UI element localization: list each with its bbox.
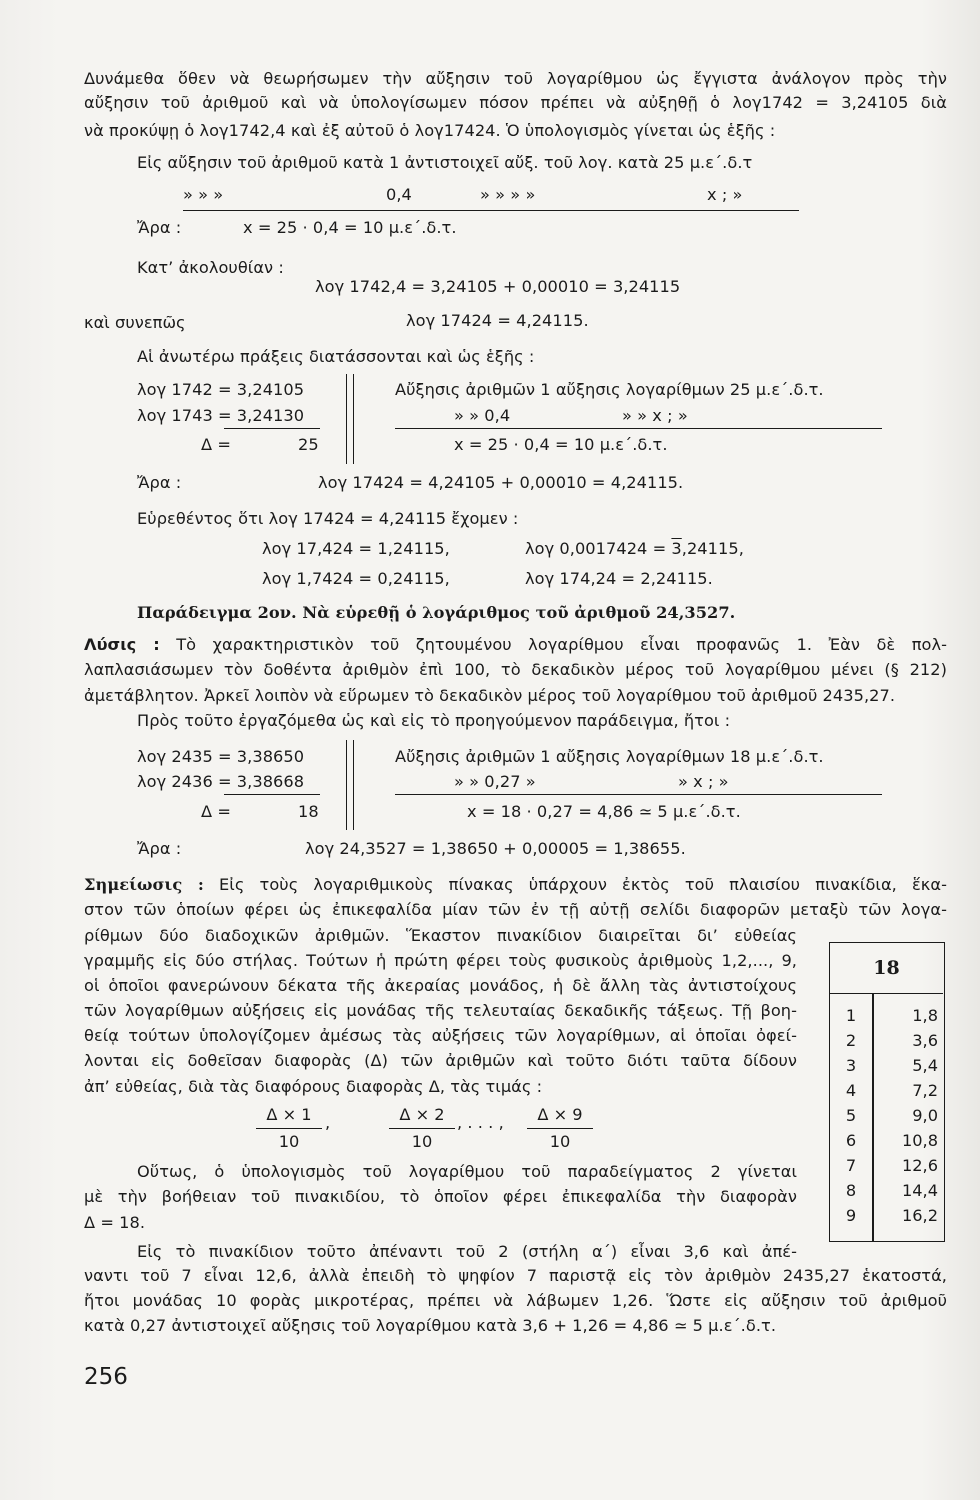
table-cell: 12,6 xyxy=(901,1156,938,1175)
text-line: θείᾳ τούτων ὑπολογίζομεν ἀμέσως τὰς αὐξήσεις τῶν λογαρίθμων, αἱ ὁποῖαι ὀφεί- xyxy=(84,1026,797,1045)
equation: λογ 2435 = 3,38650 xyxy=(137,747,305,766)
fraction-numerator: Δ × 1 xyxy=(256,1104,322,1129)
equation: λογ 17,424 = 1,24115, xyxy=(262,539,450,558)
equation: λογ 2436 = 3,38668 xyxy=(137,772,305,791)
text-line xyxy=(84,874,947,896)
equation: λογ 1,7424 = 0,24115, xyxy=(262,569,450,588)
equation: λογ 17424 = 4,24115. xyxy=(406,311,589,330)
fraction-numerator: Δ × 9 xyxy=(527,1104,593,1129)
text-line: γραμμῆς εἰς δύο στήλας. Τούτων ἡ πρώτη φέρει τοὺς φυσικοὺς ἀριθμοὺς 1,2,..., 9, xyxy=(84,951,797,970)
rule-line xyxy=(224,428,320,429)
fraction xyxy=(256,1104,322,1153)
equation xyxy=(525,538,744,560)
text-line: νὰ προκύψῃ ὁ λογ1742,4 καὶ ἐξ αὐτοῦ ὁ λογ17424. Ὁ ὑπολογισμὸς γίνεται ὡς ἑξῆς : xyxy=(84,121,776,140)
table-row xyxy=(830,1103,943,1128)
delta-value: 25 xyxy=(298,435,319,454)
text-line: ναντι τοῦ 7 εἶναι 12,6, ἀλλὰ ἐπειδὴ τὸ ψηφίον 7 παριστᾷ εἰς τὸν ἀριθμὸν 2435,27 ἑκατοστά, xyxy=(84,1266,947,1285)
fraction-denominator: 10 xyxy=(411,1132,433,1151)
section-heading: Παράδειγμα 2ον. Νὰ εὑρεθῇ ὁ λογάριθμος τοῦ ἀριθμοῦ 24,3527. xyxy=(137,603,736,622)
table-header: 18 xyxy=(830,943,943,994)
table-cell: 1 xyxy=(845,1006,857,1025)
rule-line xyxy=(395,794,882,795)
text-line: ἀμετάβλητον. Ἀρκεῖ λοιπὸν νὰ εὕρωμεν τὸ δεκαδικὸν μέρος τοῦ λογαρίθμου τοῦ ἀριθμοῦ 2435,27. xyxy=(84,686,896,705)
text-line: Πρὸς τοῦτο ἐργαζόμεθα ὡς καὶ εἰς τὸ προηγούμενον παράδειγμα, ἤτοι : xyxy=(137,711,731,730)
text-line: Δυνάμεθα ὅθεν νὰ θεωρήσωμεν τὴν αὔξησιν τοῦ λογαρίθμου ὡς ἔγγιστα ἀνάλογον πρὸς τὴν xyxy=(84,69,947,88)
label-ara: Ἄρα : xyxy=(137,218,182,237)
equation: λογ 24,3527 = 1,38650 + 0,00005 = 1,38655. xyxy=(305,839,686,858)
text-line: λονται εἰς δοθεῖσαν διαφορὰς (Δ) τῶν ἀριθμῶν καὶ τοῦτο διότι ταῦτα δίδουν xyxy=(84,1051,797,1070)
text-line: Κατ’ ἀκολουθίαν : xyxy=(137,258,284,277)
table-cell: 6 xyxy=(845,1131,857,1150)
table-row xyxy=(830,1003,943,1028)
equation: λογ 1743 = 3,24130 xyxy=(137,406,305,425)
ditto-marks: » » 0,27 » xyxy=(454,772,536,791)
value: 0,4 xyxy=(386,185,412,204)
table-cell: 2 xyxy=(845,1031,857,1050)
text-line: Εὑρεθέντος ὅτι λογ 17424 = 4,24115 ἔχομεν : xyxy=(137,509,519,528)
table-cell: 9,0 xyxy=(912,1106,938,1125)
text-line: Οὕτως, ὁ ὑπολογισμὸς τοῦ λογαρίθμου τοῦ παραδείγματος 2 γίνεται xyxy=(137,1162,797,1181)
table-cell: 9 xyxy=(845,1206,857,1225)
table-cell: 1,8 xyxy=(912,1006,938,1025)
equation: x = 25 · 0,4 = 10 μ.ε΄.δ.τ. xyxy=(454,435,668,454)
table-row xyxy=(830,1128,943,1153)
separator: , . . . , xyxy=(457,1113,504,1132)
text-line: ἀπ’ εὐθείας, διὰ τὰς διαφόρους διαφορὰς Δ, τὰς τιμάς : xyxy=(84,1077,543,1096)
equation-part: λογ 0,0017424 = xyxy=(525,539,672,558)
table-row xyxy=(830,1053,943,1078)
ditto-marks: » x ; » xyxy=(678,772,729,791)
text-line: καὶ συνεπῶς xyxy=(84,313,186,332)
fraction-numerator: Δ × 2 xyxy=(389,1104,455,1129)
table-cell: 16,2 xyxy=(901,1206,938,1225)
equation: Αὔξησις ἀριθμῶν 1 αὔξησις λογαρίθμων 18 μ.ε΄.δ.τ. xyxy=(395,747,824,766)
delta-value: 18 xyxy=(298,802,319,821)
table-row xyxy=(830,1178,943,1203)
fraction xyxy=(389,1104,455,1153)
text-line: Αἱ ἀνωτέρω πράξεις διατάσσονται καὶ ὡς ἑξῆς : xyxy=(137,347,535,366)
text-span: Εἰς τοὺς λογαριθμικοὺς πίνακας ὑπάρχουν ἐκτὸς τοῦ πλαισίου πινακίδια, ἕκα- xyxy=(203,875,947,894)
table-cell: 3 xyxy=(845,1056,857,1075)
equation-part: ,24115, xyxy=(681,539,744,558)
ditto-marks: » » » xyxy=(183,185,224,204)
label-ara: Ἄρα : xyxy=(137,473,182,492)
ditto-marks: » » » » xyxy=(480,185,536,204)
table-cell: 5 xyxy=(845,1106,857,1125)
text-line: Εἰς τὸ πινακίδιον τοῦτο ἀπέναντι τοῦ 2 (στήλη α΄) εἶναι 3,6 καὶ ἀπέ- xyxy=(137,1242,797,1261)
negative-characteristic: 3 xyxy=(671,539,682,558)
ditto-marks: » » x ; » xyxy=(622,406,688,425)
fraction xyxy=(527,1104,593,1153)
rule-line xyxy=(395,428,882,429)
text-line xyxy=(84,634,947,656)
delta-label: Δ = xyxy=(201,435,231,454)
equation: x = 25 · 0,4 = 10 μ.ε΄.δ.τ. xyxy=(243,218,457,237)
double-rule xyxy=(346,374,347,464)
text-line: κατὰ 0,27 ἀντιστοιχεῖ αὔξησις τοῦ λογαρίθμου κατὰ 3,6 + 1,26 = 4,86 ≃ 5 μ.ε΄.δ.τ. xyxy=(84,1316,777,1335)
table-cell: 8 xyxy=(845,1181,857,1200)
table-cell: 7 xyxy=(845,1156,857,1175)
text-line: Δ = 18. xyxy=(84,1213,146,1232)
separator: , xyxy=(325,1113,331,1132)
lysis-label: Λύσις : xyxy=(84,635,160,654)
equation: λογ 17424 = 4,24105 + 0,00010 = 4,24115. xyxy=(318,473,684,492)
table-cell: 14,4 xyxy=(901,1181,938,1200)
table-row xyxy=(830,1078,943,1103)
text-line: Εἰς αὔξησιν τοῦ ἀριθμοῦ κατὰ 1 ἀντιστοιχεῖ αὔξ. τοῦ λογ. κατὰ 25 μ.ε΄.δ.τ xyxy=(137,153,753,172)
text-line: στον τῶν ὁποίων φέρει ὡς ἐπικεφαλίδα μίαν τῶν ἐν τῇ αὐτῇ σελίδι διαφορῶν μεταξὺ τῶν λογα- xyxy=(84,900,947,919)
unknown-x: x ; » xyxy=(707,185,743,204)
text-span: Τὸ χαρακτηριστικὸν τοῦ ζητουμένου λογαρίθμου εἶναι προφανῶς 1. Ἐὰν δὲ πολ- xyxy=(159,635,947,654)
difference-table xyxy=(829,942,945,1242)
text-line: λαπλασιάσωμεν τὸν δοθέντα ἀριθμὸν ἐπὶ 100, τὸ δεκαδικὸν μέρος τοῦ λογαρίθμου μένει (§ 212) xyxy=(84,660,947,679)
equation: x = 18 · 0,27 = 4,86 ≃ 5 μ.ε΄.δ.τ. xyxy=(467,802,741,821)
double-rule xyxy=(346,740,347,830)
text-line: ρίθμων δύο διαδοχικῶν ἀριθμῶν. Ἕκαστον πινακίδιον διαιρεῖται δι’ εὐθείας xyxy=(84,926,797,945)
table-cell: 3,6 xyxy=(912,1031,938,1050)
text-line: μὲ τὴν βοήθειαν τοῦ πινακιδίου, τὸ ὁποῖον φέρει ἐπικεφαλίδα τὴν διαφορὰν xyxy=(84,1187,797,1206)
delta-label: Δ = xyxy=(201,802,231,821)
ditto-marks: » » 0,4 xyxy=(454,406,511,425)
equation: Αὔξησις ἀριθμῶν 1 αὔξησις λογαρίθμων 25 μ.ε΄.δ.τ. xyxy=(395,380,824,399)
equation: λογ 1742,4 = 3,24105 + 0,00010 = 3,24115 xyxy=(315,277,681,296)
table-row xyxy=(830,1028,943,1053)
double-rule xyxy=(353,374,354,464)
text-line: ἤτοι μονάδας 10 φορὰς μικροτέρας, πρέπει νὰ λάβωμεν 1,26. Ὥστε εἰς αὔξησιν τοῦ ἀριθμοῦ xyxy=(84,1291,947,1310)
equation: λογ 1742 = 3,24105 xyxy=(137,380,305,399)
double-rule xyxy=(353,740,354,830)
table-cell: 7,2 xyxy=(912,1081,938,1100)
label-ara: Ἄρα : xyxy=(137,839,182,858)
fraction-denominator: 10 xyxy=(549,1132,571,1151)
rule-line xyxy=(224,794,320,795)
text-line: τῶν λογαρίθμων αὐξήσεις εἰς μονάδας τῆς τελευταίας δεκαδικῆς τάξεως. Τῇ βοη- xyxy=(84,1001,797,1020)
rule-line xyxy=(183,210,799,211)
table-cell: 5,4 xyxy=(912,1056,938,1075)
table-row xyxy=(830,1203,943,1228)
text-line: οἱ ὁποῖοι φανερώνουν δέκατα τῆς ἀκεραίας μονάδος, ἡ δὲ ἄλλη τὰς ἀντιστοίχους xyxy=(84,976,797,995)
text-line: αὔξησιν τοῦ ἀριθμοῦ καὶ νὰ ὑπολογίσωμεν πόσον πρέπει νὰ αὐξηθῇ ὁ λογ1742 = 3,24105 διὰ xyxy=(84,93,947,112)
table-row xyxy=(830,1153,943,1178)
table-cell: 4 xyxy=(845,1081,857,1100)
fraction-denominator: 10 xyxy=(278,1132,300,1151)
note-label: Σημείωσις : xyxy=(84,875,204,894)
equation: λογ 174,24 = 2,24115. xyxy=(525,569,713,588)
page-number: 256 xyxy=(84,1364,128,1390)
table-cell: 10,8 xyxy=(901,1131,938,1150)
